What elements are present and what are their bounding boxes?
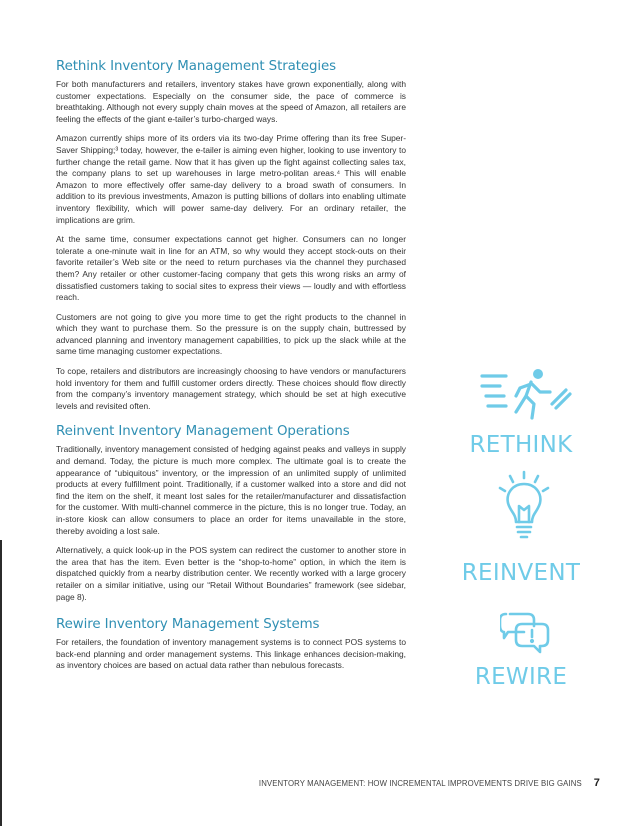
paragraph: For retailers, the foundation of inventory management systems is to connect POS systems to back-end planning and order management systems. This linkage enhances decision-making, as inventory choices are based on actual data rather than nebulous forecasts.: [56, 637, 406, 671]
rethink-label: RETHINK: [469, 432, 573, 458]
rewire-label: REWIRE: [474, 664, 568, 690]
paragraph: Alternatively, a quick look-up in the POS system can redirect the customer to another store in the area that has the item. Even better is the “shop-to-home” option, in which the item is dispatched quickly from a nearby distribution center. We recently worked with a large grocery retailer on a similar initiative, using our “Retail Without Boundaries” framework (see sidebar, page 8).: [56, 545, 406, 602]
page-footer: [259, 777, 600, 789]
section-heading-reinvent: Reinvent Inventory Management Operations: [56, 424, 350, 440]
section-heading-rethink: Rethink Inventory Management Strategies: [56, 59, 337, 74]
page-number: 7: [593, 777, 600, 789]
reinvent-label: REINVENT: [461, 560, 581, 586]
footer-title: INVENTORY MANAGEMENT: HOW INCREMENTAL IMPROVEMENTS DRIVE BIG GAINS: [258, 779, 582, 788]
page-edge-rule: [0, 540, 2, 826]
paragraph: For both manufacturers and retailers, inventory stakes have grown exponentially, along with customer expectations. Especially on the consumer side, the pace of commerce is breathtaking. Although not every supply chain moves at the speed of Amazon, all retailers are feeling the effects of the giant e-tailer’s turbo-charged ways.: [56, 79, 406, 124]
paragraph: At the same time, consumer expectations cannot get higher. Consumers can no longer tolerate a one-minute wait in line for an ATM, so why would they accept stock-outs on their favorite retailer’s Web site or the need to return purchases via the channel they purchased them? Any retailer or other customer-facing company that gets this wrong risks an army of dissatisfied customers taking to social sites to express their views — loudly and with effortless reach.: [56, 234, 406, 303]
article-column: [56, 58, 406, 680]
paragraph: Customers are not going to give you more time to get the right products to the channel in which they want to purchase them. So the pressure is on the supply chain, buttressed by advanced planning and inventory management capabilities, to pick up the slack while at the same time managing customer expectations.: [56, 311, 406, 357]
paragraph: Amazon currently ships more of its orders via its two-day Prime offering than its free Super-Saver Shipping;³ today, however, the e-tailer is aiming even higher, looking to use inventory to further change the retail game. Now that it has given up the fight against collecting sales tax, the company plans to set up warehouses in large metro-politan areas.⁴ This will enable Amazon to more effectively offer same-day delivery to a broad swath of consumers. In addition to its previous investments, Amazon is putting billions of dollars into enabling ultimate inventory flexibility, which will power same-day delivery. For an ordinary retailer, the implications are grim.: [56, 133, 406, 225]
paragraph: To cope, retailers and distributors are increasingly choosing to have vendors or manufacturers hold inventory for them and fulfill customer orders directly. These choices should flow directly from the company’s inventory management strategy, which should be set at high executive levels and revisited often.: [56, 366, 406, 411]
paragraph: Traditionally, inventory management consisted of hedging against peaks and valleys in supply and demand. Today, the picture is much more complex. The ultimate goal is to create the appearance of “ubiquitous” inventory, or the impression of an unlimited supply of unlimited products at every fulfillment point. Traditionally, if a customer walked into a store and did not find the item on the shelf, it meant lost sales for the retailer/manufacturer and dissatisfaction for the customer. With multi-channel commerce in the picture, this is no longer true. Today, an in-store kiosk can allow consumers to place an order for items unavailable in the store, thereby avoiding a lost sale.: [56, 444, 406, 536]
lightbulb-icon: [494, 470, 554, 542]
section-heading-rewire: Rewire Inventory Management Systems: [56, 617, 320, 633]
running-person-icon: [476, 366, 572, 426]
speech-bubbles-icon: [500, 608, 550, 654]
